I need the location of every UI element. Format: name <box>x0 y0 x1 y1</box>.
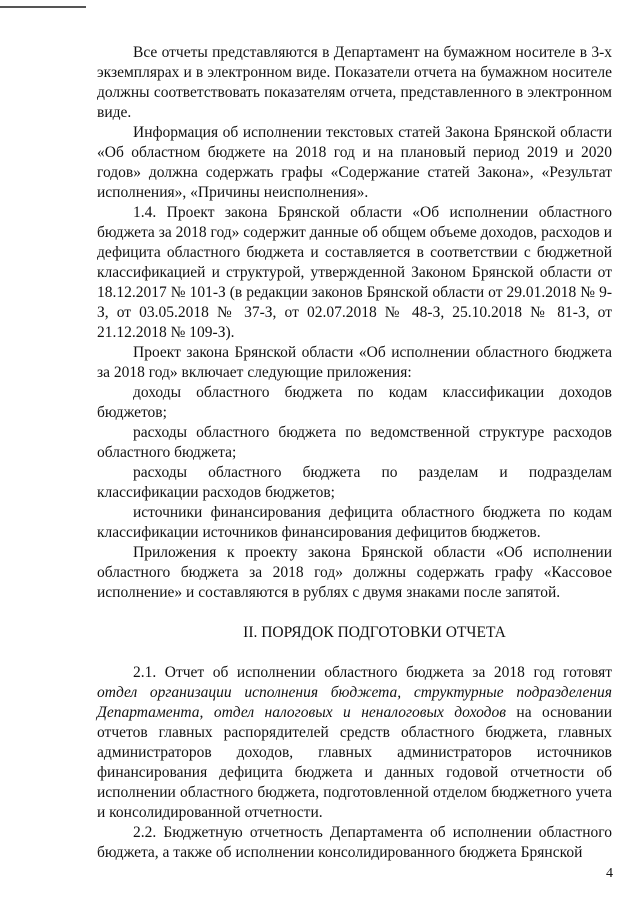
list-item: расходы областного бюджета по разделам и подразделам классификации расходов бюджетов; <box>97 464 612 501</box>
scan-edge-line <box>0 6 86 8</box>
document-body <box>97 43 612 863</box>
paragraph-2-1-start: 2.1. Отчет об исполнении областного бюджета за 2018 год готовят <box>133 664 612 681</box>
paragraph-2-1-end: на основании отчетов главных распорядителей средств областного бюджета, главных администраторов доходов, главных администраторов источников финансирования дефицита бюджета и данных годовой отчетности об исполнении областного бюджета, подготовленной отделом бюджетного учета и консолидированной отчетности. <box>97 704 612 821</box>
paragraph-2-1-italic: отдел организации исполнения бюджета, структурные подразделения Департамента, отдел налоговых и неналоговых доходов <box>97 684 612 721</box>
list-item: источники финансирования дефицита областного бюджета по кодам классификации источников финансирования дефицитов бюджетов. <box>97 504 612 541</box>
paragraph-appendices-intro: Проект закона Брянской области «Об исполнении областного бюджета за 2018 год» включает следующие приложения: <box>97 344 612 381</box>
list-item: доходы областного бюджета по кодам классификации доходов бюджетов; <box>97 384 612 421</box>
paragraph-text-articles-info: Информация об исполнении текстовых статей Закона Брянской области «Об областном бюджете на 2018 год и на плановый период 2019 и 2020 годов» должна содержать графы «Содержание статей Закона», «Результат исполнения», «Причины неисполнения». <box>97 124 612 201</box>
paragraph-1-4: 1.4. Проект закона Брянской области «Об исполнении областного бюджета за 2018 год» содержит данные об общем объеме доходов, расходов и дефицита областного бюджета и составляется в соответствии с бюджетной классификацией и структурой, утвержденной Законом Брянской области от 18.12.2017 № 101-З (в редакции законов Брянской области от 29.01.2018 № 9-З, от 03.05.2018 № 37-З, от 02.07.2018 № 48-З, 25.10.2018 № 81-З, от 21.12.2018 № 109-З). <box>97 204 612 341</box>
paragraph-reports-submission: Все отчеты представляются в Департамент на бумажном носителе в 3-х экземплярах и в электронном виде. Показатели отчета на бумажном носителе должны соответствовать показателям отчета, представленного в электронном виде. <box>97 44 612 121</box>
page-number: 4 <box>606 866 613 881</box>
paragraph-2-1 <box>97 663 612 823</box>
list-item: расходы областного бюджета по ведомственной структуре расходов областного бюджета; <box>97 424 612 461</box>
paragraph-appendix-format: Приложения к проекту закона Брянской области «Об исполнении областного бюджета за 2018 год» должны содержать графу «Кассовое исполнение» и составляются в рублях с двумя знаками после запятой. <box>97 544 612 601</box>
paragraph-2-2: 2.2. Бюджетную отчетность Департамента об исполнении областного бюджета, а также об исполнении консолидированного бюджета Брянской <box>97 824 612 861</box>
section-heading: II. ПОРЯДОК ПОДГОТОВКИ ОТЧЕТА <box>243 624 506 641</box>
